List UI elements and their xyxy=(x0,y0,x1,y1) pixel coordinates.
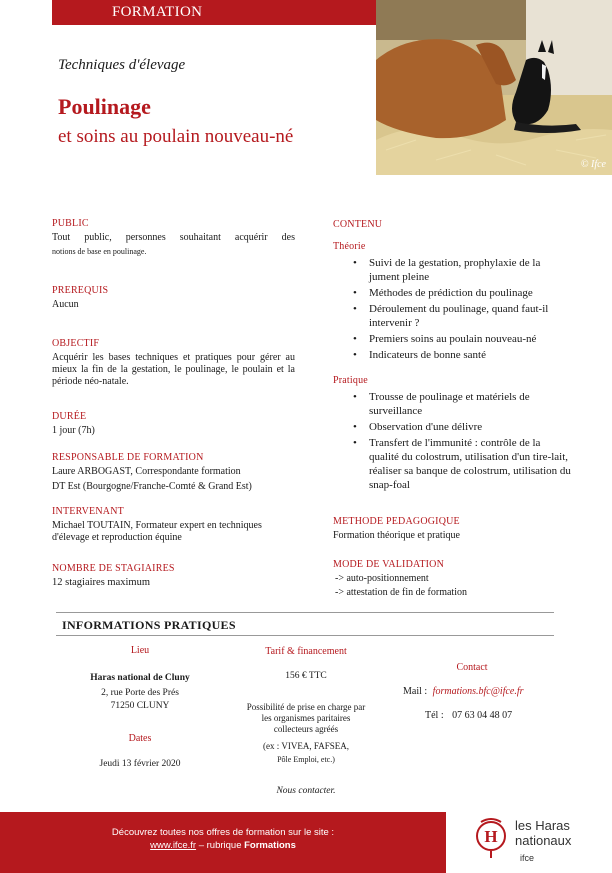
pratique-heading: Pratique xyxy=(333,375,368,386)
tarif-line2: les organismes paritaires xyxy=(261,713,351,723)
tel-label: Tél : xyxy=(425,710,444,721)
contact-tel-row xyxy=(425,710,512,722)
haras-monogram-icon xyxy=(473,816,517,860)
validation-line1: -> auto-positionnement xyxy=(335,573,429,584)
stagiaires-heading: NOMBRE DE STAGIAIRES xyxy=(52,563,175,574)
duree-text: 1 jour (7h) xyxy=(52,425,95,436)
responsable-line2: DT Est (Bourgogne/Franche-Comté & Grand Est) xyxy=(52,481,252,492)
contact-email-link[interactable]: formations.bfc@ifce.fr xyxy=(432,686,524,697)
intervenant-text: Michael TOUTAIN, Formateur expert en techniques d'élevage et reproduction équine xyxy=(52,520,262,543)
list-item: • Trousse de poulinage et matériels de surveillance xyxy=(353,390,571,418)
theorie-heading: Théorie xyxy=(333,241,366,252)
tarif-line5: Pôle Emploi, etc.) xyxy=(277,755,335,764)
footer-band xyxy=(0,812,446,873)
list-item: • Méthodes de prédiction du poulinage xyxy=(353,286,571,300)
mare-foal-photo xyxy=(376,0,612,175)
tarif-line1: Possibilité de prise en charge par xyxy=(246,702,366,712)
photo-credit: © Ifce xyxy=(580,159,606,170)
public-text-line2: notions de base en poulinage. xyxy=(52,247,147,256)
dates-heading: Dates xyxy=(128,733,152,744)
lieu-name: Haras national de Cluny xyxy=(90,673,190,683)
course-title: Poulinage xyxy=(58,94,151,119)
contact-phone: 07 63 04 48 07 xyxy=(452,710,513,721)
public-heading: PUBLIC xyxy=(52,218,89,229)
footer-dash: – rubrique xyxy=(196,840,245,851)
list-item: • Déroulement du poulinage, quand faut-il intervenir ? xyxy=(353,302,571,330)
logo-line1: les Haras xyxy=(515,818,570,833)
validation-heading: MODE DE VALIDATION xyxy=(333,559,445,570)
tarif-line3: collecteurs agréés xyxy=(273,724,339,734)
methode-heading: METHODE PEDAGOGIQUE xyxy=(333,516,460,527)
info-title: INFORMATIONS PRATIQUES xyxy=(62,618,236,632)
info-rule-bottom xyxy=(56,635,554,636)
list-item: • Indicateurs de bonne santé xyxy=(353,348,571,362)
footer-link-row xyxy=(0,840,446,851)
contenu-heading: CONTENU xyxy=(333,219,383,230)
duree-heading: DURÉE xyxy=(52,411,87,422)
tarif-price: 156 € TTC xyxy=(285,671,327,681)
theorie-list xyxy=(353,256,571,364)
contact-heading: Contact xyxy=(456,662,488,673)
lieu-address2: 71250 CLUNY xyxy=(110,701,170,711)
course-date: Jeudi 13 février 2020 xyxy=(99,759,181,769)
prerequis-text: Aucun xyxy=(52,299,79,310)
logo-ifce: ifce xyxy=(520,853,535,863)
info-rule-top xyxy=(56,612,554,613)
header-photo xyxy=(376,0,612,175)
formation-label: FORMATION xyxy=(112,4,203,20)
objectif-heading: OBJECTIF xyxy=(52,338,100,349)
list-item: • Transfert de l'immunité : contrôle de la qualité du colostrum, utilisation d'un tire-lait, réaliser sa banque de colostrum, utilisation du snap-foal xyxy=(353,436,571,492)
intervenant-heading: INTERVENANT xyxy=(52,506,124,517)
lieu-address1: 2, rue Porte des Prés xyxy=(101,688,179,698)
footer-formations: Formations xyxy=(244,840,296,851)
list-item: • Premiers soins au poulain nouveau-né xyxy=(353,332,571,346)
tarif-line4: (ex : VIVEA, FAFSEA, xyxy=(263,741,349,751)
course-category: Techniques d'élevage xyxy=(58,57,186,73)
objectif-text: Acquérir les bases techniques et pratiques pour gérer au mieux la fin de la gestation, le poulinage, le poulain et la période néo-natale. xyxy=(52,352,295,387)
pratique-list xyxy=(353,390,571,494)
public-text-line1: Tout public, personnes souhaitant acquérir des xyxy=(52,232,295,243)
tarif-heading: Tarif & financement xyxy=(265,646,347,657)
stagiaires-text: 12 stagiaires maximum xyxy=(52,577,150,588)
footer-text: Découvrez toutes nos offres de formation sur le site : xyxy=(111,827,335,838)
prerequis-heading: PREREQUIS xyxy=(52,285,109,296)
list-item: • Observation d'une délivre xyxy=(353,420,571,434)
list-item: • Suivi de la gestation, prophylaxie de la jument pleine xyxy=(353,256,571,284)
website-link[interactable]: www.ifce.fr xyxy=(150,840,197,851)
monogram-letter: H xyxy=(484,827,498,846)
responsable-line1: Laure ARBOGAST, Correspondante formation xyxy=(52,466,241,477)
mail-label: Mail : xyxy=(403,686,428,697)
methode-text: Formation théorique et pratique xyxy=(333,530,460,541)
formation-band xyxy=(52,0,376,25)
lieu-heading: Lieu xyxy=(130,645,150,656)
validation-line2: -> attestation de fin de formation xyxy=(335,587,467,598)
responsable-heading: RESPONSABLE DE FORMATION xyxy=(52,452,204,463)
course-subtitle: et soins au poulain nouveau-né xyxy=(58,126,294,147)
contact-us-text: Nous contacter. xyxy=(276,786,336,796)
contact-mail-row xyxy=(403,686,524,698)
logo-line2: nationaux xyxy=(515,833,572,848)
